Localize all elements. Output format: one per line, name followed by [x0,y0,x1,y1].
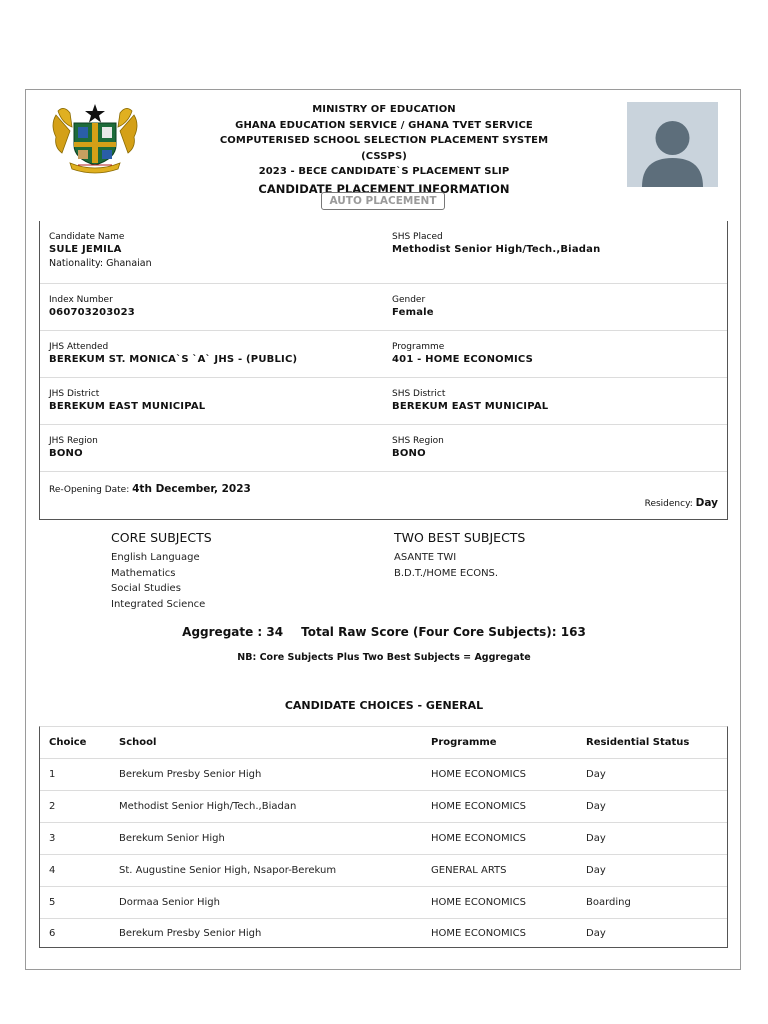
nationality: Nationality: Ghanaian [49,258,152,269]
list-item: Integrated Science [111,598,206,610]
column-header: Programme [431,737,497,748]
residential-status: Day [586,769,606,780]
info-row-region [40,425,727,472]
core-subjects-list [111,550,205,612]
jhs-region-label: JHS Region [49,436,98,446]
info-row-district [40,378,727,425]
school-name: Berekum Senior High [119,833,225,844]
residential-status: Day [586,928,606,939]
table-row [40,855,727,887]
info-row-index [40,284,727,331]
jhs-district: BEREKUM EAST MUNICIPAL [49,401,206,412]
programme-name: HOME ECONOMICS [431,801,526,812]
table-row [40,823,727,855]
table-row [40,919,727,948]
choices-title: CANDIDATE CHOICES - GENERAL [284,699,484,712]
column-header: Residential Status [586,737,690,748]
badge-label: AUTO PLACEMENT [329,195,437,207]
programme-name: HOME ECONOMICS [431,769,526,780]
gender: Female [392,307,434,318]
choice-number: 6 [49,928,56,939]
choice-number: 4 [49,865,56,876]
jhs-attended: BEREKUM ST. MONICA`S `A` JHS - (PUBLIC) [49,354,298,365]
shs-placed-label: SHS Placed [392,232,443,242]
residency-value: Day [695,497,718,509]
programme-label: Programme [392,342,445,352]
residency-label: Residency: [644,499,693,509]
shs-region-label: SHS Region [392,436,444,446]
ministry-heading: MINISTRY OF EDUCATION [312,104,456,115]
table-row [40,887,727,919]
choice-number: 5 [49,897,56,908]
candidate-name-label: Candidate Name [49,232,125,242]
ghana-coat-of-arms-icon [48,101,142,175]
programme-name: HOME ECONOMICS [431,833,526,844]
raw-score-value: Total Raw Score (Four Core Subjects): 163 [301,625,586,639]
school-name: Berekum Presby Senior High [119,928,262,939]
list-item: ASANTE TWI [394,552,457,563]
candidate-info-box [39,221,728,520]
table-header-row [40,727,727,759]
list-item: English Language [111,552,200,563]
candidate-photo [627,102,718,187]
residential-status: Boarding [586,897,631,908]
aggregate-value: Aggregate : 34 [182,625,284,639]
school-name: Dormaa Senior High [119,897,220,908]
column-header: Choice [49,737,87,748]
service-heading: GHANA EDUCATION SERVICE / GHANA TVET SERVICE [235,119,533,131]
info-row-jhs [40,331,727,378]
programme-name: HOME ECONOMICS [431,928,526,939]
slip-header [200,102,568,197]
auto-placement-badge [321,192,445,210]
school-name: Berekum Presby Senior High [119,769,262,780]
jhs-region: BONO [49,448,83,459]
table-row [40,791,727,823]
school-name: St. Augustine Senior High, Nsapor-Berekum [119,865,337,876]
page-title: CANDIDATE PLACEMENT INFORMATION [258,181,510,196]
system-heading: COMPUTERISED SCHOOL SELECTION PLACEMENT SYSTEM (CSSPS) [219,135,549,162]
jhs-attended-label: JHS Attended [49,342,109,352]
choice-number: 1 [49,769,56,780]
shs-district-label: SHS District [392,389,446,399]
info-row-name [40,221,727,284]
list-item: Social Studies [111,583,181,594]
person-avatar-icon [627,102,718,187]
aggregate-line [0,625,768,639]
programme-name: HOME ECONOMICS [431,897,526,908]
residential-status: Day [586,833,606,844]
choices-table [39,726,728,948]
school-name: Methodist Senior High/Tech.,Biadan [119,801,297,812]
table-row [40,759,727,791]
candidate-name: SULE JEMILA [49,244,122,255]
index-number: 060703203023 [49,307,135,318]
choice-number: 3 [49,833,56,844]
programme-name: GENERAL ARTS [431,865,507,876]
reopening-date [49,483,251,495]
gender-label: Gender [392,295,426,305]
slip-heading: 2023 - BECE CANDIDATE`S PLACEMENT SLIP [258,166,510,177]
aggregate-note: NB: Core Subjects Plus Two Best Subjects = Aggregate [237,652,531,663]
residential-status: Day [586,865,606,876]
best-subjects-list [394,550,498,581]
reopening-date-label: Re-Opening Date: [49,485,130,495]
residential-status: Day [586,801,606,812]
list-item: Mathematics [111,567,176,579]
list-item: B.D.T./HOME ECONS. [394,567,499,579]
programme: 401 - HOME ECONOMICS [392,354,534,365]
choice-number: 2 [49,801,56,812]
shs-placed: Methodist Senior High/Tech.,Biadan [392,244,601,255]
column-header: School [119,737,157,748]
shs-district: BEREKUM EAST MUNICIPAL [392,401,549,412]
jhs-district-label: JHS District [49,389,100,399]
best-subjects-title: TWO BEST SUBJECTS [394,530,526,545]
shs-region: BONO [392,448,426,459]
reopening-date-value: 4th December, 2023 [132,483,251,495]
residency [645,497,718,509]
core-subjects-title: CORE SUBJECTS [111,530,212,545]
index-number-label: Index Number [49,295,113,305]
